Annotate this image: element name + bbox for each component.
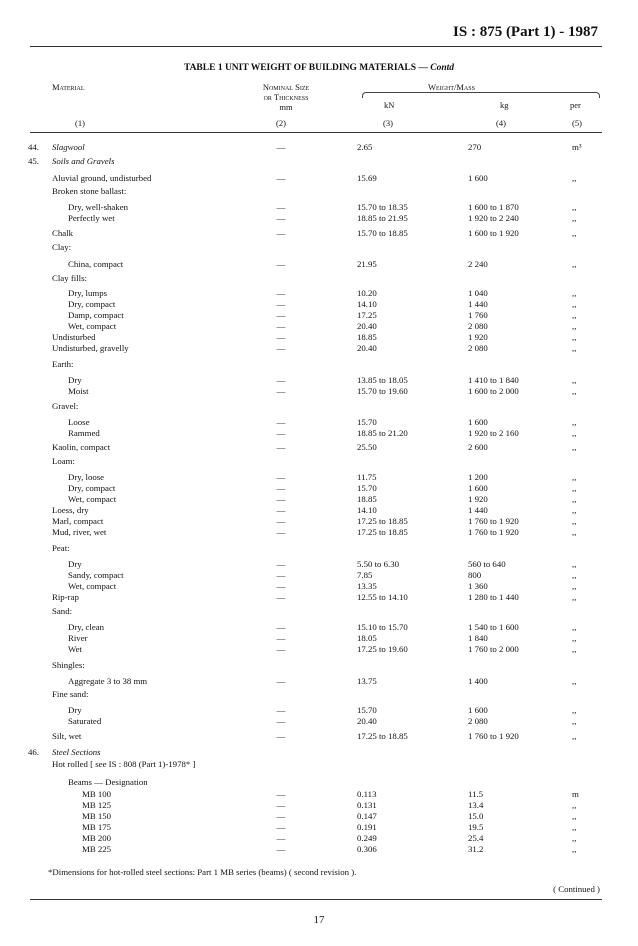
table-row bbox=[0, 777, 638, 788]
row-material: MB 100 bbox=[82, 789, 112, 799]
row-mass-kg: 11.5 bbox=[468, 789, 484, 799]
table-row bbox=[0, 386, 638, 397]
row-weight-kn: 5.50 to 6.30 bbox=[357, 559, 400, 569]
row-nominal-size: — bbox=[276, 570, 286, 580]
row-nominal-size: — bbox=[276, 321, 286, 331]
row-unit-per: ,, bbox=[572, 705, 577, 715]
row-unit-per: ,, bbox=[572, 375, 577, 385]
row-material: Dry, compact bbox=[68, 299, 116, 309]
row-material: Peat: bbox=[52, 543, 70, 553]
row-material: Clay: bbox=[52, 242, 72, 252]
row-material: Dry bbox=[68, 375, 82, 385]
table-row bbox=[0, 456, 638, 467]
table-row bbox=[0, 483, 638, 494]
row-nominal-size: — bbox=[276, 494, 286, 504]
row-unit-per: ,, bbox=[572, 716, 577, 726]
row-nominal-size: — bbox=[276, 833, 286, 843]
row-mass-kg: 1 760 bbox=[468, 310, 488, 320]
row-nominal-size: — bbox=[276, 288, 286, 298]
table-row bbox=[0, 731, 638, 742]
table-footnote: *Dimensions for hot-rolled steel sections: Part 1 MB series (beams) ( second revision ). bbox=[48, 867, 357, 877]
row-material: Hot rolled [ see IS : 808 (Part 1)-1978* ] bbox=[52, 759, 196, 769]
row-unit-per: ,, bbox=[572, 228, 577, 238]
row-unit-per: ,, bbox=[572, 581, 577, 591]
row-weight-kn: 7.85 bbox=[357, 570, 373, 580]
table-row bbox=[0, 800, 638, 811]
table-row bbox=[0, 442, 638, 453]
row-nominal-size: — bbox=[276, 581, 286, 591]
table-row bbox=[0, 660, 638, 671]
row-unit-per: ,, bbox=[572, 259, 577, 269]
document-header: IS : 875 (Part 1) - 1987 bbox=[453, 24, 598, 40]
row-nominal-size: — bbox=[276, 142, 286, 152]
table-row bbox=[0, 156, 638, 167]
row-weight-kn: 20.40 bbox=[357, 716, 377, 726]
row-mass-kg: 1 440 bbox=[468, 299, 488, 309]
row-weight-kn: 13.35 bbox=[357, 581, 377, 591]
table-row bbox=[0, 844, 638, 855]
row-nominal-size: — bbox=[276, 559, 286, 569]
row-material: Gravel: bbox=[52, 401, 79, 411]
table-caption-contd: Contd bbox=[430, 63, 455, 73]
col-index-3: (3) bbox=[383, 118, 393, 128]
row-material: Wet, compact bbox=[68, 581, 117, 591]
table-row bbox=[0, 822, 638, 833]
row-weight-kn: 15.10 to 15.70 bbox=[357, 622, 408, 632]
table-row bbox=[0, 242, 638, 253]
row-weight-kn: 13.75 bbox=[357, 676, 377, 686]
row-material: Sandy, compact bbox=[68, 570, 124, 580]
row-material: Rip-rap bbox=[52, 592, 79, 602]
row-weight-kn: 11.75 bbox=[357, 472, 377, 482]
table-row bbox=[0, 310, 638, 321]
row-mass-kg: 1 410 to 1 840 bbox=[468, 375, 519, 385]
row-weight-kn: 17.25 bbox=[357, 310, 377, 320]
row-mass-kg: 19.5 bbox=[468, 822, 484, 832]
col-header-weight: Weight/Mass bbox=[428, 82, 475, 92]
col-header-per: per bbox=[570, 100, 581, 110]
row-unit-per: ,, bbox=[572, 644, 577, 654]
row-mass-kg: 15.0 bbox=[468, 811, 484, 821]
col-index-2: (2) bbox=[276, 118, 286, 128]
row-unit-per: ,, bbox=[572, 800, 577, 810]
row-material: Fine sand: bbox=[52, 689, 89, 699]
table-row bbox=[0, 472, 638, 483]
row-mass-kg: 1 760 to 1 920 bbox=[468, 731, 519, 741]
table-row bbox=[0, 428, 638, 439]
row-nominal-size: — bbox=[276, 343, 286, 353]
row-mass-kg: 1 920 to 2 240 bbox=[468, 213, 519, 223]
row-mass-kg: 1 040 bbox=[468, 288, 488, 298]
row-material: Dry, well-shaken bbox=[68, 202, 129, 212]
table-row bbox=[0, 213, 638, 224]
row-weight-kn: 0.131 bbox=[357, 800, 377, 810]
row-material: Damp, compact bbox=[68, 310, 124, 320]
table-row bbox=[0, 401, 638, 412]
row-unit-per: ,, bbox=[572, 202, 577, 212]
row-material: Aluvial ground, undisturbed bbox=[52, 173, 152, 183]
table-row bbox=[0, 559, 638, 570]
col-header-kn: kN bbox=[384, 100, 395, 110]
row-mass-kg: 1 600 to 2 000 bbox=[468, 386, 519, 396]
row-unit-per: ,, bbox=[572, 527, 577, 537]
row-material: Earth: bbox=[52, 359, 74, 369]
table-row bbox=[0, 592, 638, 603]
row-mass-kg: 1 760 to 2 000 bbox=[468, 644, 519, 654]
row-mass-kg: 31.2 bbox=[468, 844, 484, 854]
row-weight-kn: 15.69 bbox=[357, 173, 377, 183]
row-unit-per: ,, bbox=[572, 321, 577, 331]
row-number: 44. bbox=[28, 142, 39, 152]
table-row bbox=[0, 332, 638, 343]
row-mass-kg: 2 080 bbox=[468, 343, 488, 353]
row-weight-kn: 18.85 to 21.20 bbox=[357, 428, 408, 438]
row-unit-per: ,, bbox=[572, 633, 577, 643]
row-mass-kg: 1 540 to 1 600 bbox=[468, 622, 519, 632]
row-weight-kn: 10.20 bbox=[357, 288, 377, 298]
col-index-4: (4) bbox=[496, 118, 506, 128]
row-nominal-size: — bbox=[276, 386, 286, 396]
row-nominal-size: — bbox=[276, 800, 286, 810]
row-material: Wet bbox=[68, 644, 82, 654]
row-material: Wet, compact bbox=[68, 494, 117, 504]
row-unit-per: ,, bbox=[572, 428, 577, 438]
row-material: Steel Sections bbox=[52, 747, 101, 757]
row-nominal-size: — bbox=[276, 789, 286, 799]
row-unit-per: ,, bbox=[572, 559, 577, 569]
page-number: 17 bbox=[313, 914, 325, 926]
table-row bbox=[0, 321, 638, 332]
row-nominal-size: — bbox=[276, 676, 286, 686]
row-material: Loess, dry bbox=[52, 505, 89, 515]
table-caption bbox=[0, 63, 638, 73]
row-unit-per: ,, bbox=[572, 483, 577, 493]
row-material: Chalk bbox=[52, 228, 74, 238]
weight-group-brace bbox=[362, 92, 600, 98]
row-nominal-size: — bbox=[276, 716, 286, 726]
row-unit-per: ,, bbox=[572, 310, 577, 320]
row-unit-per: ,, bbox=[572, 472, 577, 482]
row-nominal-size: — bbox=[276, 428, 286, 438]
row-material: Soils and Gravels bbox=[52, 156, 115, 166]
table-row bbox=[0, 747, 638, 758]
row-mass-kg: 25.4 bbox=[468, 833, 484, 843]
row-weight-kn: 20.40 bbox=[357, 321, 377, 331]
row-weight-kn: 25.50 bbox=[357, 442, 377, 452]
row-unit-per: ,, bbox=[572, 516, 577, 526]
table-row bbox=[0, 833, 638, 844]
row-nominal-size: — bbox=[276, 417, 286, 427]
row-nominal-size: — bbox=[276, 505, 286, 515]
row-material: MB 150 bbox=[82, 811, 112, 821]
table-row bbox=[0, 689, 638, 700]
table-row bbox=[0, 644, 638, 655]
row-mass-kg: 1 440 bbox=[468, 505, 488, 515]
row-weight-kn: 2.65 bbox=[357, 142, 373, 152]
row-unit-per: ,, bbox=[572, 417, 577, 427]
table-row bbox=[0, 359, 638, 370]
table-row bbox=[0, 716, 638, 727]
row-unit-per: ,, bbox=[572, 833, 577, 843]
row-material: Dry, compact bbox=[68, 483, 116, 493]
row-material: Dry, lumps bbox=[68, 288, 108, 298]
col-header-kg: kg bbox=[500, 100, 509, 110]
table-row bbox=[0, 375, 638, 386]
table-row bbox=[0, 417, 638, 428]
table-row bbox=[0, 516, 638, 527]
table-row bbox=[0, 505, 638, 516]
row-weight-kn: 0.191 bbox=[357, 822, 377, 832]
row-material: Marl, compact bbox=[52, 516, 104, 526]
row-material: River bbox=[68, 633, 88, 643]
row-weight-kn: 18.85 bbox=[357, 494, 377, 504]
row-material: Beams — Designation bbox=[68, 777, 148, 787]
row-material: Aggregate 3 to 38 mm bbox=[68, 676, 148, 686]
table-row bbox=[0, 705, 638, 716]
col-header-nominal bbox=[250, 82, 322, 112]
row-material: Mud, river, wet bbox=[52, 527, 107, 537]
row-unit-per: ,, bbox=[572, 822, 577, 832]
row-unit-per: ,, bbox=[572, 494, 577, 504]
continued-note: ( Continued ) bbox=[553, 884, 600, 894]
table-row bbox=[0, 228, 638, 239]
table-row bbox=[0, 789, 638, 800]
row-unit-per: ,, bbox=[572, 299, 577, 309]
table-row bbox=[0, 173, 638, 184]
row-mass-kg: 13.4 bbox=[468, 800, 484, 810]
row-nominal-size: — bbox=[276, 822, 286, 832]
row-nominal-size: — bbox=[276, 375, 286, 385]
row-weight-kn: 15.70 bbox=[357, 483, 377, 493]
row-nominal-size: — bbox=[276, 633, 286, 643]
row-nominal-size: — bbox=[276, 622, 286, 632]
row-mass-kg: 1 600 to 1 870 bbox=[468, 202, 519, 212]
row-unit-per: ,, bbox=[572, 332, 577, 342]
row-unit-per: ,, bbox=[572, 622, 577, 632]
row-weight-kn: 20.40 bbox=[357, 343, 377, 353]
row-mass-kg: 1 600 bbox=[468, 483, 488, 493]
row-material: Broken stone ballast: bbox=[52, 186, 127, 196]
row-unit-per: ,, bbox=[572, 811, 577, 821]
row-weight-kn: 14.10 bbox=[357, 299, 377, 309]
row-weight-kn: 14.10 bbox=[357, 505, 377, 515]
table-row bbox=[0, 273, 638, 284]
row-material: Moist bbox=[68, 386, 89, 396]
table-row bbox=[0, 581, 638, 592]
row-material: Perfectly wet bbox=[68, 213, 115, 223]
col-header-nominal-line1: Nominal Size bbox=[262, 82, 310, 92]
row-material: Dry, loose bbox=[68, 472, 105, 482]
row-nominal-size: — bbox=[276, 259, 286, 269]
row-weight-kn: 15.70 bbox=[357, 705, 377, 715]
row-unit-per: ,, bbox=[572, 505, 577, 515]
row-weight-kn: 17.25 to 18.85 bbox=[357, 516, 408, 526]
row-weight-kn: 15.70 bbox=[357, 417, 377, 427]
row-nominal-size: — bbox=[276, 299, 286, 309]
row-material: Loose bbox=[68, 417, 90, 427]
row-mass-kg: 800 bbox=[468, 570, 482, 580]
row-nominal-size: — bbox=[276, 516, 286, 526]
row-nominal-size: — bbox=[276, 592, 286, 602]
row-material: MB 175 bbox=[82, 822, 112, 832]
row-unit-per: m³ bbox=[572, 142, 582, 152]
row-mass-kg: 1 200 bbox=[468, 472, 488, 482]
row-mass-kg: 2 600 bbox=[468, 442, 488, 452]
row-mass-kg: 1 280 to 1 440 bbox=[468, 592, 519, 602]
row-material: Silt, wet bbox=[52, 731, 82, 741]
row-material: Wet, compact bbox=[68, 321, 117, 331]
table-caption-text: TABLE 1 UNIT WEIGHT OF BUILDING MATERIALS — bbox=[183, 63, 428, 73]
col-index-5: (5) bbox=[572, 118, 582, 128]
table-row bbox=[0, 606, 638, 617]
row-weight-kn: 18.85 bbox=[357, 332, 377, 342]
row-nominal-size: — bbox=[276, 731, 286, 741]
row-nominal-size: — bbox=[276, 483, 286, 493]
row-unit-per: ,, bbox=[572, 288, 577, 298]
table-row bbox=[0, 142, 638, 153]
row-material: MB 225 bbox=[82, 844, 112, 854]
row-number: 45. bbox=[28, 156, 39, 166]
row-unit-per: ,, bbox=[572, 844, 577, 854]
table-row bbox=[0, 622, 638, 633]
table-row bbox=[0, 759, 638, 770]
row-mass-kg: 1 360 bbox=[468, 581, 488, 591]
row-weight-kn: 17.25 to 18.85 bbox=[357, 527, 408, 537]
table-row bbox=[0, 259, 638, 270]
row-mass-kg: 1 600 to 1 920 bbox=[468, 228, 519, 238]
row-material: Clay fills: bbox=[52, 273, 87, 283]
row-mass-kg: 1 920 bbox=[468, 494, 488, 504]
row-weight-kn: 18.85 to 21.95 bbox=[357, 213, 408, 223]
row-material: Dry bbox=[68, 559, 82, 569]
row-weight-kn: 0.113 bbox=[357, 789, 377, 799]
row-mass-kg: 2 240 bbox=[468, 259, 488, 269]
table-row bbox=[0, 633, 638, 644]
row-mass-kg: 1 760 to 1 920 bbox=[468, 527, 519, 537]
row-nominal-size: — bbox=[276, 228, 286, 238]
row-weight-kn: 21.95 bbox=[357, 259, 377, 269]
row-material: Undisturbed bbox=[52, 332, 96, 342]
row-material: MB 200 bbox=[82, 833, 112, 843]
row-material: Saturated bbox=[68, 716, 102, 726]
row-unit-per: ,, bbox=[572, 173, 577, 183]
row-nominal-size: — bbox=[276, 705, 286, 715]
table-row bbox=[0, 343, 638, 354]
col-header-nominal-line2: or Thickness bbox=[263, 92, 309, 102]
row-nominal-size: — bbox=[276, 310, 286, 320]
row-unit-per: ,, bbox=[572, 731, 577, 741]
row-mass-kg: 1 920 to 2 160 bbox=[468, 428, 519, 438]
row-mass-kg: 1 600 bbox=[468, 705, 488, 715]
col-header-material: Material bbox=[52, 82, 85, 92]
row-nominal-size: — bbox=[276, 472, 286, 482]
row-nominal-size: — bbox=[276, 811, 286, 821]
row-mass-kg: 1 400 bbox=[468, 676, 488, 686]
table-row bbox=[0, 676, 638, 687]
table-row bbox=[0, 543, 638, 554]
row-number: 46. bbox=[28, 747, 39, 757]
row-weight-kn: 15.70 to 18.85 bbox=[357, 228, 408, 238]
table-row bbox=[0, 570, 638, 581]
row-weight-kn: 15.70 to 18.35 bbox=[357, 202, 408, 212]
row-material: Loam: bbox=[52, 456, 75, 466]
row-material: Slagwool bbox=[52, 142, 85, 152]
row-weight-kn: 17.25 to 19.60 bbox=[357, 644, 408, 654]
row-material: Undisturbed, gravelly bbox=[52, 343, 129, 353]
row-weight-kn: 17.25 to 18.85 bbox=[357, 731, 408, 741]
row-unit-per: ,, bbox=[572, 570, 577, 580]
table-row bbox=[0, 288, 638, 299]
row-material: Shingles: bbox=[52, 660, 85, 670]
row-mass-kg: 1 600 bbox=[468, 417, 488, 427]
row-nominal-size: — bbox=[276, 442, 286, 452]
row-material: China, compact bbox=[68, 259, 124, 269]
row-weight-kn: 0.249 bbox=[357, 833, 377, 843]
row-weight-kn: 18.05 bbox=[357, 633, 377, 643]
row-nominal-size: — bbox=[276, 844, 286, 854]
col-index-1: (1) bbox=[75, 118, 85, 128]
row-mass-kg: 2 080 bbox=[468, 716, 488, 726]
table-row bbox=[0, 494, 638, 505]
row-weight-kn: 12.55 to 14.10 bbox=[357, 592, 408, 602]
row-nominal-size: — bbox=[276, 332, 286, 342]
row-mass-kg: 1 760 to 1 920 bbox=[468, 516, 519, 526]
row-unit-per: m bbox=[572, 789, 579, 799]
col-header-nominal-unit: mm bbox=[279, 102, 293, 112]
table-row bbox=[0, 299, 638, 310]
row-unit-per: ,, bbox=[572, 442, 577, 452]
row-material: Dry bbox=[68, 705, 82, 715]
row-nominal-size: — bbox=[276, 644, 286, 654]
row-mass-kg: 270 bbox=[468, 142, 482, 152]
row-mass-kg: 2 080 bbox=[468, 321, 488, 331]
row-material: Dry, clean bbox=[68, 622, 105, 632]
row-weight-kn: 15.70 to 19.60 bbox=[357, 386, 408, 396]
row-weight-kn: 0.306 bbox=[357, 844, 377, 854]
row-material: Kaolin, compact bbox=[52, 442, 111, 452]
row-unit-per: ,, bbox=[572, 213, 577, 223]
row-nominal-size: — bbox=[276, 202, 286, 212]
table-head-rule bbox=[30, 132, 602, 133]
row-weight-kn: 0.147 bbox=[357, 811, 377, 821]
table-row bbox=[0, 202, 638, 213]
row-material: Sand: bbox=[52, 606, 73, 616]
row-mass-kg: 1 920 bbox=[468, 332, 488, 342]
table-row bbox=[0, 811, 638, 822]
row-nominal-size: — bbox=[276, 527, 286, 537]
row-unit-per: ,, bbox=[572, 592, 577, 602]
row-nominal-size: — bbox=[276, 173, 286, 183]
row-material: MB 125 bbox=[82, 800, 112, 810]
row-mass-kg: 1 600 bbox=[468, 173, 488, 183]
row-unit-per: ,, bbox=[572, 386, 577, 396]
row-mass-kg: 1 840 bbox=[468, 633, 488, 643]
row-unit-per: ,, bbox=[572, 676, 577, 686]
row-weight-kn: 13.85 to 18.05 bbox=[357, 375, 408, 385]
table-row bbox=[0, 186, 638, 197]
row-unit-per: ,, bbox=[572, 343, 577, 353]
footer-rule bbox=[30, 899, 602, 900]
row-material: Rammed bbox=[68, 428, 100, 438]
table-row bbox=[0, 527, 638, 538]
row-mass-kg: 560 to 640 bbox=[468, 559, 506, 569]
row-nominal-size: — bbox=[276, 213, 286, 223]
header-rule bbox=[30, 46, 602, 47]
